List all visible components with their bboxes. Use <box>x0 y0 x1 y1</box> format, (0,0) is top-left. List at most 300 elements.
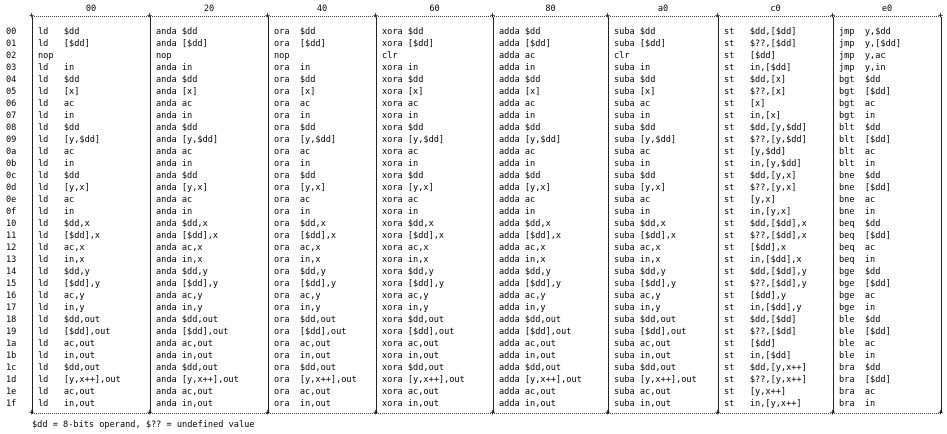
opcode-cell: anda [y,x] <box>156 183 208 193</box>
rule-junction: + <box>147 11 153 21</box>
opcode-cell: st $??,[y,x++] <box>724 375 807 385</box>
opcode-cell: adda [$dd],out <box>499 327 572 337</box>
opcode-cell: st [$dd] <box>724 339 776 349</box>
opcode-cell: xora [$dd],out <box>382 327 455 337</box>
opcode-cell: bgt ac <box>839 99 876 109</box>
opcode-cell: xora [y,x++],out <box>382 375 465 385</box>
opcode-cell: xora ac <box>382 147 419 157</box>
rule-junction: + <box>373 11 379 21</box>
rule-junction: + <box>605 408 611 418</box>
column-header: 00 <box>85 4 97 14</box>
opcode-cell: ld in,out <box>38 399 95 409</box>
opcode-cell: ora in,x <box>274 255 321 265</box>
opcode-cell: suba [$dd],out <box>614 327 687 337</box>
opcode-cell: st $dd,[y,x++] <box>724 363 807 373</box>
opcode-cell: ld ac <box>38 147 75 157</box>
opcode-cell: adda ac <box>499 195 536 205</box>
column-divider <box>268 17 269 413</box>
row-label: 09 <box>6 135 17 145</box>
rule-junction: + <box>373 408 379 418</box>
opcode-cell: bne [$dd] <box>839 183 891 193</box>
opcode-cell: jmp y,[$dd] <box>839 39 902 49</box>
row-label: 14 <box>6 267 17 277</box>
opcode-cell: xora $dd,out <box>382 363 445 373</box>
opcode-cell: adda [y,x] <box>499 183 551 193</box>
opcode-cell: ld ac,x <box>38 243 85 253</box>
row-label: 04 <box>6 75 17 85</box>
rule-junction: + <box>938 408 944 418</box>
opcode-cell: adda $dd <box>499 123 541 133</box>
opcode-cell: ora in,out <box>274 351 331 361</box>
opcode-cell: suba in,out <box>614 351 671 361</box>
opcode-cell: xora $dd,out <box>382 315 445 325</box>
row-label: 02 <box>6 51 17 61</box>
column-divider <box>150 17 151 413</box>
opcode-cell: anda ac,out <box>156 387 213 397</box>
opcode-cell: bra [$dd] <box>839 375 891 385</box>
opcode-cell: ld $dd <box>38 75 80 85</box>
opcode-cell: st $dd,[$dd],x <box>724 219 807 229</box>
opcode-cell: suba in,y <box>614 303 661 313</box>
opcode-cell: ld ac,out <box>38 339 95 349</box>
opcode-cell: adda in <box>499 159 536 169</box>
row-label: 12 <box>6 243 17 253</box>
opcode-cell: beq [$dd] <box>839 231 891 241</box>
opcode-cell: xora in,out <box>382 399 439 409</box>
opcode-cell: suba $dd <box>614 27 656 37</box>
opcode-cell: suba [$dd],y <box>614 279 677 289</box>
column-header: 80 <box>545 4 556 14</box>
row-label: 01 <box>6 39 17 49</box>
opcode-cell: adda in <box>499 111 536 121</box>
row-label: 0a <box>6 147 17 157</box>
rule-junction: + <box>265 11 271 21</box>
opcode-cell: st $dd,[x] <box>724 75 787 85</box>
opcode-cell: suba $dd <box>614 123 656 133</box>
opcode-cell: adda [$dd],x <box>499 231 562 241</box>
row-label: 1c <box>6 363 17 373</box>
opcode-cell: xora [$dd] <box>382 39 434 49</box>
opcode-cell: suba $dd,x <box>614 219 666 229</box>
opcode-cell: suba in <box>614 159 651 169</box>
row-label: 1a <box>6 339 17 349</box>
opcode-cell: jmp y,ac <box>839 51 886 61</box>
opcode-cell: st $??,[$dd] <box>724 327 797 337</box>
opcode-cell: ora in,out <box>274 399 331 409</box>
opcode-cell: bne ac <box>839 195 876 205</box>
opcode-cell: st in,[y,x] <box>724 207 792 217</box>
opcode-cell: suba [$dd] <box>614 39 666 49</box>
opcode-cell: xora $dd <box>382 27 424 37</box>
opcode-cell: adda [$dd],y <box>499 279 562 289</box>
opcode-cell: adda in <box>499 63 536 73</box>
opcode-cell: adda $dd,out <box>499 315 562 325</box>
opcode-cell: xora $dd,y <box>382 267 434 277</box>
opcode-cell: anda in <box>156 207 193 217</box>
opcode-cell: ld ac <box>38 99 75 109</box>
opcode-cell: bgt [$dd] <box>839 87 891 97</box>
opcode-cell: xora $dd <box>382 171 424 181</box>
opcode-cell: ora $dd,out <box>274 315 337 325</box>
row-label: 19 <box>6 327 17 337</box>
opcode-cell: st [y,$dd] <box>724 147 787 157</box>
column-divider <box>32 17 33 413</box>
opcode-cell: adda in,x <box>499 255 546 265</box>
opcode-cell: ld [y,$dd] <box>38 135 101 145</box>
opcode-cell: anda $dd,out <box>156 315 219 325</box>
opcode-cell: suba [y,$dd] <box>614 135 677 145</box>
opcode-cell: ld [$dd],out <box>38 327 111 337</box>
rule-junction: + <box>490 11 496 21</box>
opcode-cell: anda ac <box>156 195 193 205</box>
row-label: 15 <box>6 279 17 289</box>
rule-junction: + <box>830 11 836 21</box>
table-rule <box>32 16 941 17</box>
opcode-cell: st in,[$dd] <box>724 351 792 361</box>
row-label: 13 <box>6 255 17 265</box>
opcode-cell: st $dd,[$dd] <box>724 315 797 325</box>
opcode-cell: clr <box>382 51 398 61</box>
opcode-cell: st $??,[y,x] <box>724 183 797 193</box>
row-label: 18 <box>6 315 17 325</box>
opcode-cell: xora ac <box>382 195 419 205</box>
opcode-cell: ld in <box>38 207 75 217</box>
row-label: 1d <box>6 375 17 385</box>
opcode-cell: ora $dd <box>274 27 316 37</box>
opcode-cell: beq $dd <box>839 219 881 229</box>
opcode-cell: st [$dd],x <box>724 243 787 253</box>
opcode-cell: blt ac <box>839 147 876 157</box>
opcode-cell: xora $dd <box>382 123 424 133</box>
opcode-cell: ld [x] <box>38 87 80 97</box>
column-divider <box>718 17 719 413</box>
opcode-cell: xora ac,out <box>382 387 439 397</box>
opcode-cell: suba in <box>614 207 651 217</box>
row-label: 08 <box>6 123 17 133</box>
opcode-cell: anda [x] <box>156 87 198 97</box>
opcode-cell: bge $dd <box>839 267 881 277</box>
opcode-cell: suba in <box>614 111 651 121</box>
opcode-cell: bra in <box>839 399 876 409</box>
opcode-cell: ld [y,x] <box>38 183 90 193</box>
opcode-cell: suba [y,x] <box>614 183 666 193</box>
opcode-cell: st $dd,[y,$dd] <box>724 123 807 133</box>
opcode-cell: ld in <box>38 111 75 121</box>
opcode-cell: anda $dd,x <box>156 219 208 229</box>
opcode-cell: bge ac <box>839 291 876 301</box>
opcode-cell: bra $dd <box>839 363 881 373</box>
opcode-cell: ora [$dd] <box>274 39 326 49</box>
opcode-cell: st $??,[y,$dd] <box>724 135 807 145</box>
opcode-cell: ora ac,out <box>274 387 331 397</box>
rule-junction: + <box>715 11 721 21</box>
opcode-cell: nop <box>274 51 290 61</box>
opcode-cell: bne $dd <box>839 171 881 181</box>
opcode-cell: anda $dd <box>156 75 198 85</box>
opcode-cell: bgt in <box>839 111 876 121</box>
rule-junction: + <box>29 11 35 21</box>
opcode-cell: bgt $dd <box>839 75 881 85</box>
opcode-cell: anda in,out <box>156 351 213 361</box>
opcode-cell: suba $dd <box>614 171 656 181</box>
opcode-cell: adda $dd,y <box>499 267 551 277</box>
opcode-cell: ora [$dd],x <box>274 231 337 241</box>
column-header: 20 <box>203 4 215 14</box>
opcode-cell: anda $dd <box>156 171 198 181</box>
rule-junction: + <box>830 408 836 418</box>
opcode-cell: ora [$dd],y <box>274 279 337 289</box>
opcode-cell: suba in <box>614 63 651 73</box>
table-rule <box>32 413 941 414</box>
opcode-cell: st [$dd] <box>724 51 776 61</box>
opcode-cell: anda in,out <box>156 399 213 409</box>
column-header: c0 <box>770 4 781 14</box>
opcode-cell: ld in <box>38 63 75 73</box>
opcode-cell: blt in <box>839 159 876 169</box>
opcode-cell: xora [x] <box>382 87 424 97</box>
row-label: 11 <box>6 231 17 241</box>
opcode-cell: suba ac,y <box>614 291 661 301</box>
opcode-cell: ora $dd,x <box>274 219 326 229</box>
opcode-cell: xora $dd <box>382 75 424 85</box>
row-label: 0b <box>6 159 17 169</box>
opcode-cell: anda [y,x++],out <box>156 375 239 385</box>
opcode-cell: st $??,[$dd] <box>724 39 797 49</box>
opcode-cell: st $??,[x] <box>724 87 787 97</box>
opcode-cell: st $dd,[y,x] <box>724 171 797 181</box>
opcode-cell: st $??,[$dd],x <box>724 231 807 241</box>
column-divider <box>493 17 494 413</box>
row-label: 1f <box>6 399 17 409</box>
opcode-cell: ora ac <box>274 147 311 157</box>
opcode-cell: suba ac <box>614 195 651 205</box>
opcode-cell: adda $dd <box>499 75 541 85</box>
opcode-cell: bra ac <box>839 387 876 397</box>
opcode-cell: suba $dd <box>614 75 656 85</box>
row-label: 03 <box>6 63 17 73</box>
opcode-cell: blt [$dd] <box>839 135 891 145</box>
column-divider <box>941 17 942 413</box>
opcode-cell: ble ac <box>839 339 876 349</box>
opcode-cell: ora ac <box>274 195 311 205</box>
opcode-cell: adda ac,out <box>499 339 556 349</box>
opcode-cell: xora in,x <box>382 255 429 265</box>
opcode-cell: suba [$dd],x <box>614 231 677 241</box>
row-label: 1e <box>6 387 17 397</box>
opcode-cell: ora in <box>274 63 311 73</box>
opcode-cell: ora [y,x++],out <box>274 375 357 385</box>
opcode-cell: ld in,out <box>38 351 95 361</box>
opcode-cell: st [y,x] <box>724 195 776 205</box>
column-header: 60 <box>429 4 440 14</box>
opcode-cell: xora ac,out <box>382 339 439 349</box>
opcode-cell: anda in,y <box>156 303 203 313</box>
opcode-cell: adda ac <box>499 51 536 61</box>
opcode-cell: adda ac <box>499 147 536 157</box>
opcode-cell: adda $dd <box>499 27 541 37</box>
opcode-cell: suba in,out <box>614 399 671 409</box>
opcode-cell: adda ac,y <box>499 291 546 301</box>
opcode-cell: ora [y,$dd] <box>274 135 337 145</box>
opcode-cell: suba ac,x <box>614 243 661 253</box>
opcode-cell: suba $dd,y <box>614 267 666 277</box>
opcode-cell: adda [y,$dd] <box>499 135 562 145</box>
opcode-cell: ld $dd,y <box>38 267 90 277</box>
opcode-cell: adda in,out <box>499 399 556 409</box>
opcode-cell: anda [y,$dd] <box>156 135 219 145</box>
opcode-cell: st in,[y,x++] <box>724 399 802 409</box>
opcode-cell: suba ac,out <box>614 339 671 349</box>
opcode-cell: anda $dd,y <box>156 267 208 277</box>
opcode-cell: xora in <box>382 63 419 73</box>
opcode-cell: ora ac,y <box>274 291 321 301</box>
row-label: 1b <box>6 351 17 361</box>
opcode-cell: adda in,y <box>499 303 546 313</box>
opcode-cell: ld $dd <box>38 123 80 133</box>
opcode-cell: clr <box>614 51 630 61</box>
opcode-cell: adda ac <box>499 99 536 109</box>
opcode-cell: st in,[x] <box>724 111 781 121</box>
opcode-cell: anda in <box>156 111 193 121</box>
opcode-cell: adda in,out <box>499 351 556 361</box>
opcode-cell: anda $dd <box>156 27 198 37</box>
opcode-cell: ld $dd,out <box>38 315 101 325</box>
opcode-cell: xora in <box>382 111 419 121</box>
opcode-cell: ld ac <box>38 195 75 205</box>
opcode-cell: anda [$dd],out <box>156 327 229 337</box>
opcode-cell: ble $dd <box>839 315 881 325</box>
row-label: 16 <box>6 291 17 301</box>
rule-junction: + <box>147 408 153 418</box>
opcode-cell: ora ac <box>274 99 311 109</box>
opcode-cell: xora [$dd],y <box>382 279 445 289</box>
table-footnote: $dd = 8-bits operand, $?? = undefined value <box>32 420 255 430</box>
opcode-cell: st [x] <box>724 99 766 109</box>
opcode-cell: ld ac,out <box>38 387 95 397</box>
opcode-cell: ora in <box>274 111 311 121</box>
opcode-cell: st in,[$dd] <box>724 63 792 73</box>
opcode-cell: bne in <box>839 207 876 217</box>
opcode-cell: anda ac,y <box>156 291 203 301</box>
opcode-cell: adda $dd <box>499 171 541 181</box>
opcode-cell: ora $dd <box>274 171 316 181</box>
row-label: 07 <box>6 111 17 121</box>
opcode-cell: st in,[$dd],x <box>724 255 802 265</box>
opcode-cell: bge in <box>839 303 876 313</box>
opcode-cell: suba $dd,out <box>614 315 677 325</box>
opcode-cell: ld in,x <box>38 255 85 265</box>
opcode-cell: anda [$dd],y <box>156 279 219 289</box>
opcode-cell: xora [y,$dd] <box>382 135 445 145</box>
opcode-cell: st $dd,[$dd],y <box>724 267 807 277</box>
opcode-cell: st in,[y,$dd] <box>724 159 802 169</box>
opcode-cell: ld ac,y <box>38 291 85 301</box>
opcode-cell: ld [y,x++],out <box>38 375 121 385</box>
row-label: 0c <box>6 171 17 181</box>
opcode-cell: xora [$dd],x <box>382 231 445 241</box>
opcode-cell: suba in,x <box>614 255 661 265</box>
opcode-cell: anda in <box>156 63 193 73</box>
opcode-cell: xora in <box>382 159 419 169</box>
row-label: 05 <box>6 87 17 97</box>
opcode-cell: ld $dd,out <box>38 363 101 373</box>
rule-junction: + <box>29 408 35 418</box>
rule-junction: + <box>265 408 271 418</box>
opcode-cell: ble in <box>839 351 876 361</box>
opcode-cell: xora ac,x <box>382 243 429 253</box>
opcode-cell: adda [x] <box>499 87 541 97</box>
opcode-cell: ble [$dd] <box>839 327 891 337</box>
opcode-cell: xora in,y <box>382 303 429 313</box>
opcode-cell: anda $dd,out <box>156 363 219 373</box>
opcode-cell: ora $dd,y <box>274 267 326 277</box>
opcode-cell: anda ac <box>156 147 193 157</box>
opcode-cell: adda [y,x++],out <box>499 375 582 385</box>
column-header: 40 <box>316 4 328 14</box>
opcode-cell: suba [y,x++],out <box>614 375 697 385</box>
opcode-cell: adda $dd,x <box>499 219 551 229</box>
rule-junction: + <box>605 11 611 21</box>
opcode-cell: ora ac,out <box>274 339 331 349</box>
opcode-cell: adda in <box>499 207 536 217</box>
opcode-cell: xora in <box>382 207 419 217</box>
column-divider <box>833 17 834 413</box>
opcode-cell: ora [y,x] <box>274 183 326 193</box>
opcode-cell: ora in <box>274 159 311 169</box>
opcode-cell: st in,[$dd],y <box>724 303 802 313</box>
rule-junction: + <box>490 408 496 418</box>
opcode-cell: nop <box>156 51 172 61</box>
opcode-cell: anda ac,out <box>156 339 213 349</box>
opcode-cell: jmp y,in <box>839 63 886 73</box>
opcode-cell: suba ac <box>614 99 651 109</box>
opcode-cell: anda in <box>156 159 193 169</box>
opcode-cell: anda ac <box>156 99 193 109</box>
column-header: e0 <box>881 4 893 14</box>
opcode-cell: adda ac,x <box>499 243 546 253</box>
opcode-cell: st $??,[$dd],y <box>724 279 807 289</box>
opcode-cell: anda in,x <box>156 255 203 265</box>
opcode-cell: bge [$dd] <box>839 279 891 289</box>
opcode-cell: xora ac,y <box>382 291 429 301</box>
opcode-cell: blt $dd <box>839 123 881 133</box>
opcode-cell: ora [$dd],out <box>274 327 347 337</box>
opcode-cell: xora ac <box>382 99 419 109</box>
opcode-cell: nop <box>38 51 54 61</box>
rule-junction: + <box>715 408 721 418</box>
row-label: 17 <box>6 303 17 313</box>
opcode-cell: anda [$dd] <box>156 39 208 49</box>
opcode-cell: ld $dd,x <box>38 219 90 229</box>
opcode-cell: anda ac,x <box>156 243 203 253</box>
opcode-cell: st $dd,[$dd] <box>724 27 797 37</box>
row-label: 0e <box>6 195 17 205</box>
opcode-cell: adda ac,out <box>499 387 556 397</box>
opcode-cell: ld in,y <box>38 303 85 313</box>
opcode-cell: ora [x] <box>274 87 316 97</box>
opcode-cell: ld $dd <box>38 171 80 181</box>
row-label: 0d <box>6 183 17 193</box>
column-header: a0 <box>657 4 669 14</box>
opcode-cell: ld in <box>38 159 75 169</box>
opcode-cell: suba $dd,out <box>614 363 677 373</box>
opcode-cell: st [y,x++] <box>724 387 787 397</box>
opcode-cell: xora in,out <box>382 351 439 361</box>
opcode-cell: adda $dd,out <box>499 363 562 373</box>
opcode-cell: beq ac <box>839 243 876 253</box>
opcode-cell: xora [y,x] <box>382 183 434 193</box>
opcode-cell: ora $dd <box>274 123 316 133</box>
